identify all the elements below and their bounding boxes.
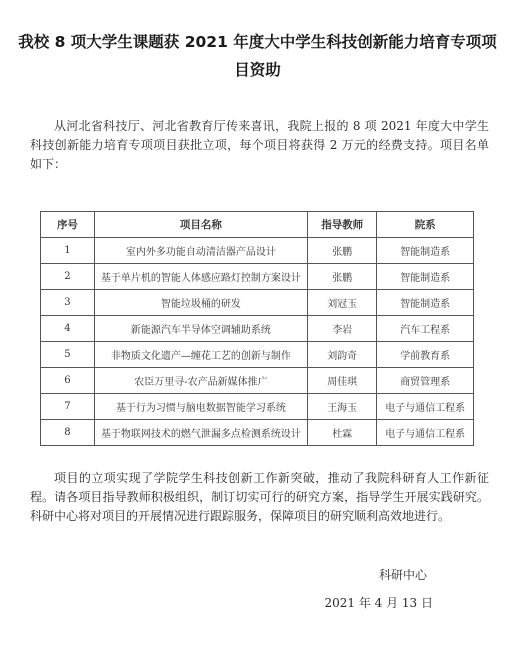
table-row — [41, 342, 474, 368]
cell-department: 汽车工程系 — [377, 316, 474, 342]
header-index: 序号 — [41, 212, 95, 238]
cell-project-name: 基于行为习惯与脑电数据智能学习系统 — [94, 394, 307, 420]
table-row — [41, 290, 474, 316]
cell-index: 1 — [41, 238, 95, 264]
header-advisor: 指导教师 — [307, 212, 376, 238]
cell-department: 学前教育系 — [377, 342, 474, 368]
cell-department: 电子与通信工程系 — [377, 420, 474, 446]
cell-department: 智能制造系 — [377, 290, 474, 316]
closing-paragraph: 项目的立项实现了学院学生科技创新工作新突破，推动了我院科研育人工作新征程。请各项目指导教师积极组织，制订切实可行的研究方案，指导学生开展实践研究。科研中心将对项目的开展情况进行跟踪服务，保障项目的研究顺利高效地进行。 — [30, 471, 489, 523]
project-table — [40, 211, 474, 446]
cell-index: 5 — [41, 342, 95, 368]
table-row — [41, 368, 474, 394]
cell-department: 电子与通信工程系 — [377, 394, 474, 420]
signature-organization: 科研中心 — [378, 568, 427, 582]
cell-advisor: 刘冠玉 — [307, 290, 376, 316]
cell-advisor: 周佳琪 — [307, 368, 376, 394]
header-department: 院系 — [377, 212, 474, 238]
cell-department: 商贸管理系 — [377, 368, 474, 394]
cell-advisor: 王海玉 — [307, 394, 376, 420]
intro-paragraph: 从河北省科技厅、河北省教育厅传来喜讯，我院上报的 8 项 2021 年度大中学生科技创新能力培育专项项目获批立项，每个项目将获得 2 万元的经费支持。项目名单如下： — [30, 119, 489, 171]
cell-index: 2 — [41, 264, 95, 290]
cell-index: 3 — [41, 290, 95, 316]
cell-project-name: 基于物联网技术的燃气泄漏多点检测系统设计 — [94, 420, 307, 446]
cell-project-name: 农臣万里寻-农产品新媒体推广 — [94, 368, 307, 394]
cell-department: 智能制造系 — [377, 264, 474, 290]
table-row — [41, 420, 474, 446]
cell-advisor: 杜霖 — [307, 420, 376, 446]
table-row — [41, 238, 474, 264]
cell-project-name: 室内外多功能自动清洁器产品设计 — [94, 238, 307, 264]
cell-project-name: 非物质文化遗产—缠花工艺的创新与制作 — [94, 342, 307, 368]
cell-advisor: 张鹏 — [307, 238, 376, 264]
header-project-name: 项目名称 — [94, 212, 307, 238]
table-row — [41, 394, 474, 420]
cell-project-name: 智能垃圾桶的研发 — [94, 290, 307, 316]
cell-index: 4 — [41, 316, 95, 342]
cell-index: 7 — [41, 394, 95, 420]
cell-department: 智能制造系 — [377, 238, 474, 264]
cell-project-name: 新能源汽车半导体空调辅助系统 — [94, 316, 307, 342]
table-row — [41, 264, 474, 290]
cell-index: 6 — [41, 368, 95, 394]
cell-index: 8 — [41, 420, 95, 446]
table-header-row — [41, 212, 474, 238]
cell-advisor: 李岩 — [307, 316, 376, 342]
table-row — [41, 316, 474, 342]
document-title: 我校 8 项大学生课题获 2021 年度大中学生科技创新能力培育专项项目资助 — [18, 33, 497, 79]
cell-advisor: 刘韵奇 — [307, 342, 376, 368]
cell-project-name: 基于单片机的智能人体感应路灯控制方案设计 — [94, 264, 307, 290]
signature-date: 2021 年 4 月 13 日 — [324, 596, 433, 610]
cell-advisor: 张鹏 — [307, 264, 376, 290]
